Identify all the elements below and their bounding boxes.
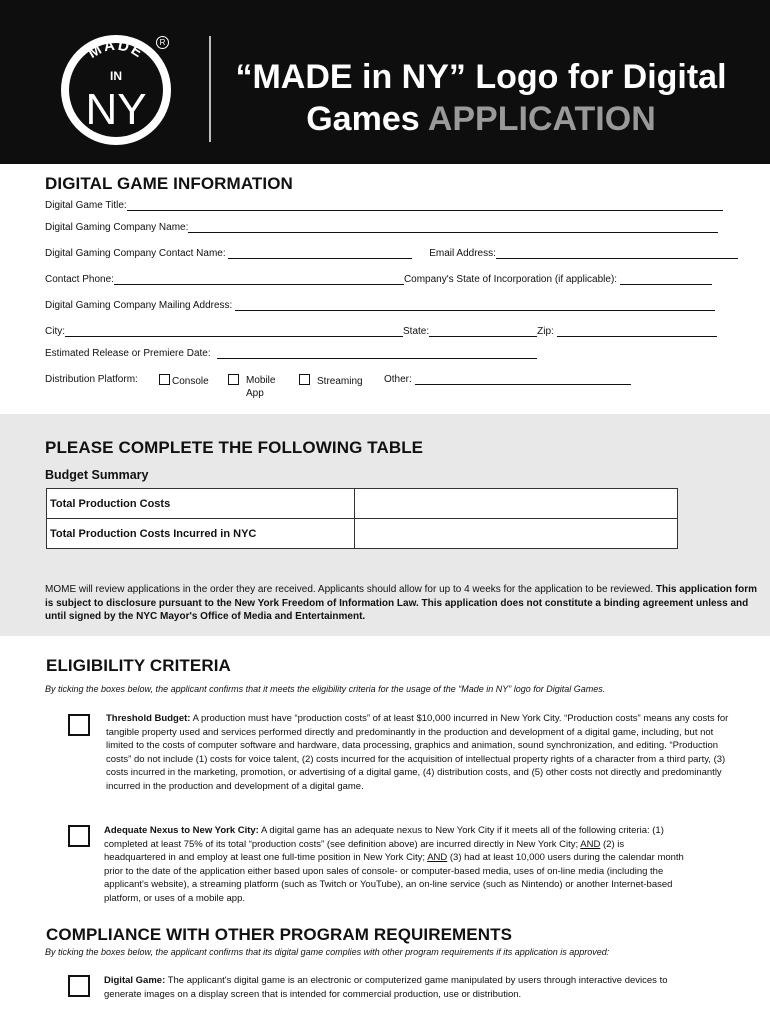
page-title	[226, 56, 736, 140]
digital-game-text	[104, 974, 694, 1001]
title-line-1: “MADE in NY” Logo for Digital	[235, 58, 727, 96]
mailing-row	[45, 300, 715, 311]
state-field[interactable]	[429, 326, 537, 337]
digital-game-body: The applicant's digital game is an electronic or computerized game manipulated by users through interactive devices to generate images on a display screen that is intended for commercial production, use or distribution.	[104, 975, 668, 1000]
console-label: Console	[172, 376, 209, 387]
table-row	[47, 519, 678, 549]
compliance-heading: COMPLIANCE WITH OTHER PROGRAM REQUIREMENTS	[46, 925, 513, 944]
game-title-label: Digital Game Title:	[45, 200, 127, 211]
adequate-nexus-body-a: A digital game has an adequate nexus to New York City if it meets all of the following criteria: (1) completed at least 75% of its total “production costs” (see definition above) are incurred directly in New York City;	[104, 825, 664, 850]
review-note-text: MOME will review applications in the order they are received. Applicants should allow for up to 4 weeks for the application to be reviewed.	[45, 584, 656, 595]
city-field[interactable]	[65, 326, 403, 337]
title-application: APPLICATION	[427, 100, 656, 138]
title-line-2	[226, 98, 736, 140]
state-label: State:	[403, 326, 430, 337]
adequate-nexus-checkbox[interactable]	[68, 825, 90, 847]
other-label: Other:	[384, 374, 412, 385]
compliance-intro: By ticking the boxes below, the applicant confirms that its digital game complies with other program requirements if its application is approved:	[45, 947, 610, 957]
other-field[interactable]	[415, 374, 631, 385]
console-checkbox[interactable]	[159, 374, 170, 385]
nyc-costs-value[interactable]	[355, 519, 678, 549]
release-row	[45, 348, 537, 359]
registered-mark-icon: R	[156, 36, 169, 49]
platform-console-option[interactable]	[159, 374, 209, 387]
digital-game-checkbox[interactable]	[68, 975, 90, 997]
mailing-address-field[interactable]	[235, 300, 715, 311]
eligibility-heading: ELIGIBILITY CRITERIA	[46, 656, 231, 675]
and-2: AND	[427, 852, 448, 863]
nyc-costs-label: Total Production Costs Incurred in NYC	[47, 519, 355, 549]
mailing-address-label: Digital Gaming Company Mailing Address:	[45, 300, 233, 311]
logo-made-text: MADE	[85, 36, 148, 63]
zip-field[interactable]	[557, 326, 717, 337]
company-name-row	[45, 222, 718, 233]
contact-row	[45, 248, 738, 259]
mobile-app-checkbox[interactable]	[228, 374, 239, 385]
eligibility-intro: By ticking the boxes below, the applicant confirms that it meets the eligibility criteria for the usage of the “Made in NY” logo for Digital Games.	[45, 684, 606, 694]
adequate-nexus-text	[104, 824, 684, 905]
header-banner	[0, 0, 770, 164]
state-incorporation-label: Company's State of Incorporation (if applicable):	[403, 274, 618, 285]
platform-other-row	[384, 374, 631, 385]
review-note	[45, 583, 760, 624]
game-title-field[interactable]	[127, 200, 723, 211]
game-title-row	[45, 200, 723, 211]
mobile-app-label: Mobile App	[246, 375, 276, 399]
company-name-label: Digital Gaming Company Name:	[45, 222, 189, 233]
distribution-platform-label: Distribution Platform:	[45, 374, 138, 385]
city-row	[45, 326, 717, 337]
game-info-heading: DIGITAL GAME INFORMATION	[45, 174, 293, 193]
email-field[interactable]	[496, 248, 738, 259]
table-section-heading: PLEASE COMPLETE THE FOLLOWING TABLE	[45, 438, 424, 457]
state-incorporation-field[interactable]	[620, 274, 712, 285]
contact-name-field[interactable]	[228, 248, 412, 259]
table-row	[47, 489, 678, 519]
streaming-checkbox[interactable]	[299, 374, 310, 385]
total-costs-label: Total Production Costs	[47, 489, 355, 519]
threshold-budget-heading: Threshold Budget:	[106, 713, 191, 724]
city-label: City:	[45, 326, 65, 337]
adequate-nexus-body-c: (3) had at least 10,000 users during the calendar month prior to the date of the application either based upon sales of console- or computer-based media, uses of on-line media (including the applicant's website), a streaming platform (such as Twitch or YouTube), an on-line service (such as Nintendo) or another Internet-based platform, or uses of a mobile app.	[104, 852, 684, 904]
email-label: Email Address:	[429, 248, 496, 259]
contact-phone-field[interactable]	[114, 274, 404, 285]
adequate-nexus-body-b: (2) is headquartered in and employ at least one full-time position in New York City;	[104, 838, 625, 863]
made-in-ny-logo	[58, 32, 174, 148]
disclosure-note-text: This application form is subject to disclosure pursuant to the New York Freedom of Information Law. This application does not constitute a binding agreement unless and until signed by the NYC Mayor's Office of Media and Entertainment.	[45, 584, 757, 622]
threshold-budget-text	[106, 712, 736, 793]
contact-name-label: Digital Gaming Company Contact Name:	[45, 248, 226, 259]
and-1: AND	[580, 838, 601, 850]
logo-ny-text: NY	[85, 85, 147, 134]
company-name-field[interactable]	[188, 222, 718, 233]
total-costs-value[interactable]	[355, 489, 678, 519]
streaming-label: Streaming	[317, 376, 363, 387]
logo-in-text: IN	[110, 69, 122, 83]
phone-row	[45, 274, 712, 285]
budget-table	[46, 488, 678, 549]
threshold-budget-checkbox[interactable]	[68, 714, 90, 736]
digital-game-heading: Digital Game:	[104, 975, 166, 986]
release-date-field[interactable]	[217, 348, 537, 359]
budget-summary-heading: Budget Summary	[45, 468, 149, 482]
platform-streaming-option[interactable]	[299, 374, 363, 387]
threshold-budget-body: A production must have “production costs” of at least $10,000 incurred in New York City. “Production costs” means any costs for tangible property used and services performed directly and predominantly in the production and development of a digital game, including, but not limited to the costs of computer software and hardware, data processing, graphics and animation, sound synchronization, and editing. “Production costs” do not include (1) costs for voice talent, (2) costs incurred for the acquisition of intellectual property rights of a character from a third party, (3) costs incurred in the marketing, promotion, or advertising of a digital game, (4) distribution costs, and (5) other costs not directly and predominantly incurred in the production and development of a digital game.	[106, 713, 729, 792]
header-divider	[209, 36, 211, 142]
release-date-label: Estimated Release or Premiere Date:	[45, 348, 211, 359]
contact-phone-label: Contact Phone:	[45, 274, 114, 285]
title-games: Games	[306, 100, 420, 138]
adequate-nexus-heading: Adequate Nexus to New York City:	[104, 825, 259, 836]
zip-label: Zip:	[537, 326, 554, 337]
platform-mobile-option[interactable]	[228, 374, 288, 400]
